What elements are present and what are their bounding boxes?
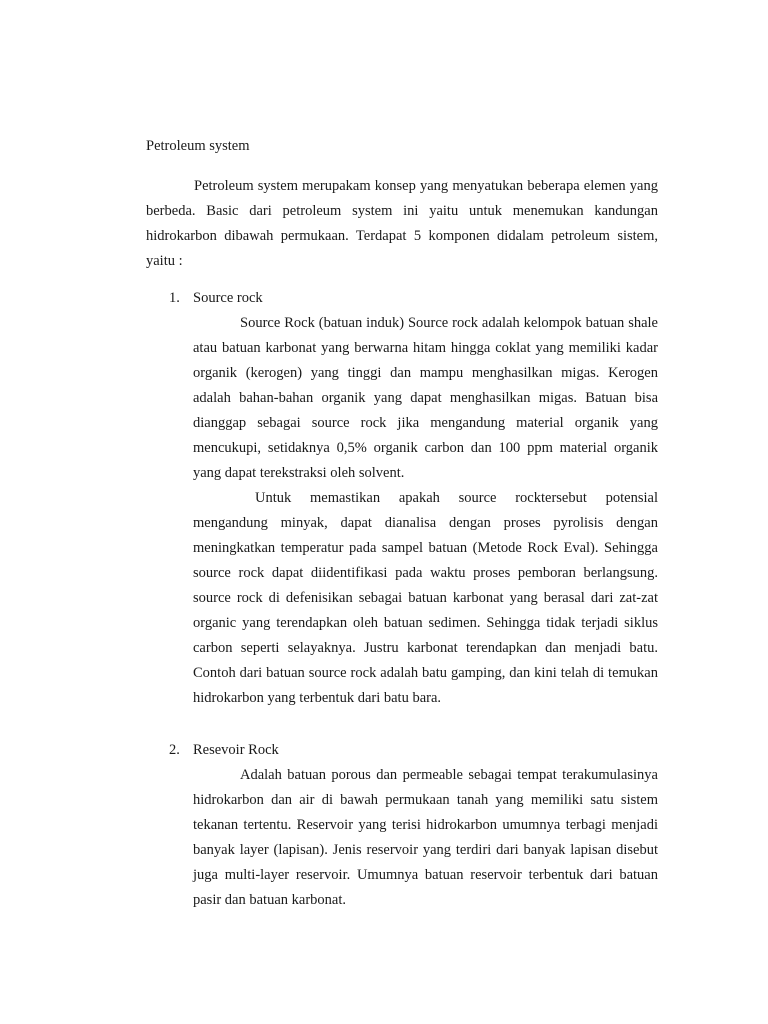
- intro-paragraph: Petroleum system merupakam konsep yang menyatukan beberapa elemen yang berbeda. Basic dari petroleum system ini yaitu untuk menemukan kandungan hidrokarbon dibawah permukaan. Terdapat 5 komponen didalam petroleum sistem, yaitu :: [146, 178, 658, 269]
- source-rock-paragraph-1: Source Rock (batuan induk) Source rock adalah kelompok batuan shale atau batuan karbonat yang berwarna hitam hingga coklat yang memiliki kadar organik (kerogen) yang tinggi dan mampu menghasilkan migas. Kerogen adalah bahan-bahan organik yang dapat menghasilkan migas. Batuan bisa dianggap sebagai source rock jika mengandung material organik yang mencukupi, setidaknya 0,5% organik carbon dan 100 ppm material organik yang dapat terekstraksi oleh solvent.: [193, 315, 658, 481]
- list-number-2: 2.: [169, 742, 180, 758]
- list-heading-reservoir-rock: Resevoir Rock: [193, 742, 279, 758]
- document-title: Petroleum system: [146, 138, 250, 154]
- source-rock-paragraph-2: Untuk memastikan apakah source rocktersebut potensial mengandung minyak, dapat dianalisa dengan proses pyrolisis dengan meningkatkan temperatur pada sampel batuan (Metode Rock Eval). Sehingga source rock dapat diidentifikasi pada waktu proses pemboran berlangsung. source rock di defenisikan sebagai batuan karbonat yang berasal dari zat-zat organic yang terendapkan oleh batuan sedimen. Sehingga tidak terjadi siklus carbon seperti selayaknya. Justru karbonat terendapkan dan menjadi batu. Contoh dari batuan source rock adalah batu gamping, dan kini telah di temukan hidrokarbon yang terbentuk dari batu bara.: [193, 490, 658, 706]
- list-number-1: 1.: [169, 290, 180, 306]
- list-heading-source-rock: Source rock: [193, 290, 263, 306]
- reservoir-rock-paragraph-1: Adalah batuan porous dan permeable sebagai tempat terakumulasinya hidrokarbon dan air di bawah permukaan tanah yang memiliki satu sistem tekanan tertentu. Reservoir yang terisi hidrokarbon umumnya terbagi menjadi banyak layer (lapisan). Jenis reservoir yang terdiri dari banyak lapisan disebut juga multi-layer reservoir. Umumnya batuan reservoir terbentuk dari batuan pasir dan batuan karbonat.: [193, 767, 658, 908]
